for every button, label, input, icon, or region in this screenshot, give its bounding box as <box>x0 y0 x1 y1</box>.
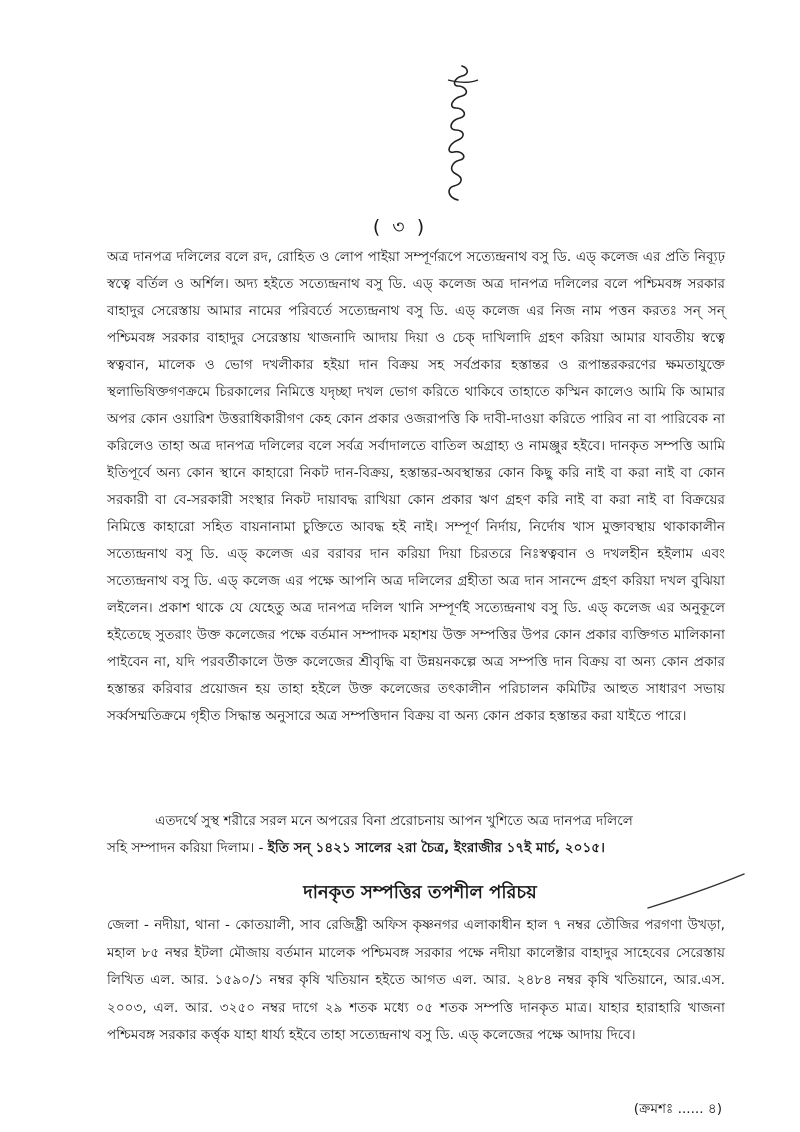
continued-marker: (ক্রমশঃ ...... ৪) <box>633 1101 722 1117</box>
deed-main-paragraph <box>107 244 725 730</box>
page-number: ( ৩ ) <box>372 216 428 238</box>
closing-signing-text: সহি সম্পাদন করিয়া দিলাম। - <box>107 840 264 856</box>
handwritten-signature <box>418 60 488 210</box>
main-paragraph-text: অত্র দানপত্র দলিলের বলে রদ, রোহিত ও লোপ পাইয়া সম্পূর্ণরূপে সত্যেন্দ্রনাথ বসু ডি. এড্ কলেজ এর প্রতি নিব্যূঢ় স্বত্বে বর্তিল ও অর্শিল। অদ্য হইতে সত্যেন্দ্রনাথ বসু ডি. এড্ কলেজ অত্র দানপত্র দলিলের বলে পশ্চিমবঙ্গ সরকার বাহাদুর সেরেস্তায় আমার নামের পরিবর্তে সত্যেন্দ্রনাথ বসু ডি. এড্ কলেজ এর নিজ নাম পত্তন করতঃ সন্ সন্ পশ্চিমবঙ্গ সরকার বাহাদুর সেরেস্তায় খাজনাদি আদায় দিয়া ও চেক্ দাখিলাদি গ্রহণ করিয়া আমার যাবতীয় স্বত্বে স্বত্ববান, মালেক ও ভোগ দখলীকার হইয়া দান বিক্রয় সহ সর্বপ্রকার হস্তান্তর ও রূপান্তরকরণের ক্ষমতাযুক্তে স্থলাভিষিক্তগণক্রমে চিরকালের নিমিত্তে যদৃচ্ছা দখল ভোগ করিতে থাকিবে তাহাতে কস্মিন কালেও আমি কি আমার অপর কোন ওয়ারিশ উত্তরাধিকারীগণ কেহ কোন প্রকার ওজরাপত্তি কি দাবী-দাওয়া করিতে পারিব না বা পারিবেক না করিলেও তাহা অত্র দানপত্র দলিলের বলে সর্বত্র সর্বাদালতে বাতিল অগ্রাহ্য ও নামঞ্জুর হইবে। দানকৃত সম্পত্তি আমি ইতিপূর্বে অন্য কোন স্থানে কাহারো নিকট দান-বিক্রয়, হস্তান্তর-অবস্থান্তর কোন কিছু করি নাই বা করা নাই বা কোন সরকারী বা বে-সরকারী সংস্থার নিকট দায়াবদ্ধ রাখিয়া কোন প্রকার ঋণ গ্রহণ করি নাই বা করা নাই বা বিক্রয়ের নিমিত্তে কাহারো সহিত বায়নানামা চুক্তিতে আবদ্ধ হই নাই। সম্পূর্ণ নির্দায়, নির্দোষ খাস মুক্তাবস্থায় থাকাকালীন সত্যেন্দ্রনাথ বসু ডি. এড্ কলেজ এর বরাবর দান করিয়া দিয়া চিরতরে নিঃস্বত্ববান ও দখলহীন হইলাম এবং সত্যেন্দ্রনাথ বসু ডি. এড্ কলেজ এর পক্ষে আপনি অত্র দলিলের গ্রহীতা অত্র দান সানন্দে গ্রহণ করিয়া দখল বুঝিয়া লইলেন। প্রকাশ থাকে যে যেহেতু অত্র দানপত্র দলিল খানি সম্পূর্ণই সত্যেন্দ্রনাথ বসু ডি. এড্ কলেজ এর অনুকূলে হইতেছে সুতরাং উক্ত কলেজের পক্ষে বর্তমান সম্পাদক মহাশয় উক্ত সম্পত্তির উপর কোন প্রকার ব্যক্তিগত মালিকানা পাইবেন না, যদি পরবর্তীকালে উক্ত কলেজের শ্রীবৃদ্ধি বা উন্নয়নকল্পে অত্র সম্পত্তি দান বিক্রয় বা অন্য কোন প্রকার হস্তান্তর করিবার প্রয়োজন হয় তাহা হইলে উক্ত কলেজের তৎকালীন পরিচালন কমিটির আহুত সাধারণ সভায় সর্ব্বসম্মতিক্রমে গৃহীত সিদ্ধান্ত অনুসারে অত্র সম্পত্তিদান বিক্রয় বা অন্য কোন প্রকার হস্তান্তর করা যাইতে পারে। <box>107 249 725 724</box>
closing-line-2 <box>107 835 725 862</box>
closing-line-1: এতদর্থে সুস্থ শরীরে সরল মনে অপরের বিনা প্ররোচনায় আপন খুশিতে অত্র দানপত্র দলিলে <box>155 813 633 829</box>
deed-closing <box>107 808 725 862</box>
closing-date: ইতি সন্ ১৪২১ সালের ২রা চৈত্র, ইংরাজীর ১৭ই মার্চ, ২০১৫। <box>267 840 605 856</box>
schedule-text: জেলা - নদীয়া, থানা - কোতয়ালী, সাব রেজিষ্ট্রী অফিস কৃষ্ণনগর এলাকাধীন হাল ৭ নম্বর তৌজির পরগণা উখড়া, মহাল ৮৫ নম্বর ইটলা মৌজায় বর্তমান মালেক পশ্চিমবঙ্গ সরকার পক্ষে নদীয়া কালেক্টার বাহাদুর সাহেবের সেরেস্তায় লিখিত এল. আর. ১৫৯০/১ নম্বর কৃষি খতিয়ান হইতে আগত এল. আর. ২৪৮৪ নম্বর কৃষি খতিয়ানে, আর.এস. ২০০৩, এল. আর. ৩২৫০ নম্বর দাগে ২৯ শতক মধ্যে ০৫ শতক সম্পত্তি দানকৃত মাত্র। যাহার হারাহারি খাজনা পশ্চিমবঙ্গ সরকার কর্ত্তৃক যাহা ধার্য্য হইবে তাহা সত্যেন্দ্রনাথ বসু ডি. এড্ কলেজের পক্ষে আদায় দিবে। <box>107 917 725 1043</box>
schedule-title: দানকৃত সম্পত্তির তপশীল পরিচয় <box>303 882 537 903</box>
